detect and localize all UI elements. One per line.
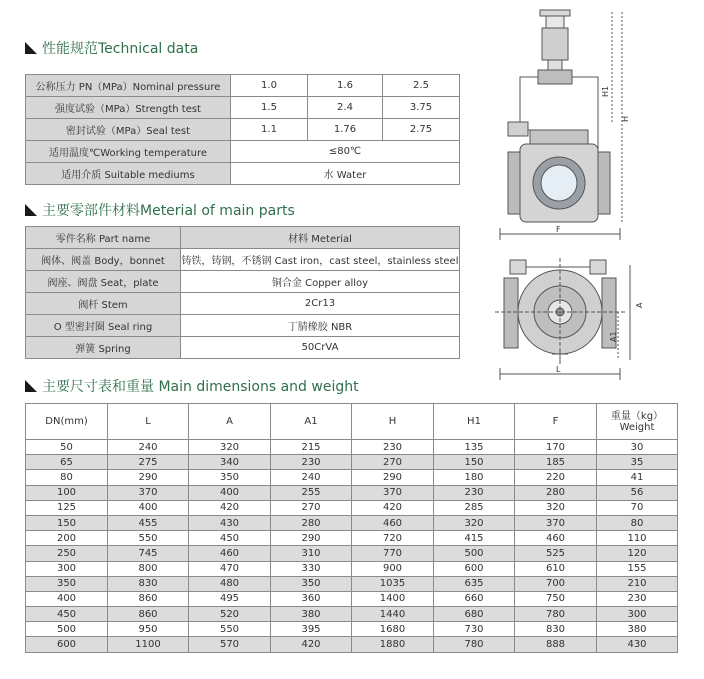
table-row [26,561,678,576]
materials-row [26,337,460,359]
dims-cell: 860 [108,591,189,606]
dims-cell: 41 [597,470,678,485]
dimensions-header-row [26,404,678,440]
dims-cell: 185 [515,455,597,470]
materials-part: 阀体、阀盖 Body，bonnet [26,249,181,271]
materials-header-material: 材料 Meterial [181,227,460,249]
dims-cell: 680 [434,607,515,622]
dims-cell: 290 [108,470,189,485]
materials-row [26,315,460,337]
dim-label-l: L [556,365,561,374]
dims-header-cell: DN(mm) [26,404,108,440]
materials-row [26,293,460,315]
dims-cell: 800 [108,561,189,576]
dims-cell: 745 [108,546,189,561]
dims-cell: 420 [189,500,271,515]
dims-cell: 215 [271,440,352,455]
dims-cell: 860 [108,607,189,622]
dims-cell: 350 [271,576,352,591]
table-row [26,440,678,455]
dim-label-f: F [556,225,561,234]
technical-data-title [25,38,198,58]
table-row [26,515,678,530]
dims-cell: 1440 [352,607,434,622]
dims-cell: 520 [189,607,271,622]
dims-cell: 370 [108,485,189,500]
dims-cell: 210 [597,576,678,591]
dims-cell: 635 [434,576,515,591]
dims-cell: 770 [352,546,434,561]
dims-cell: 220 [515,470,597,485]
dims-cell: 610 [515,561,597,576]
dims-cell: 1400 [352,591,434,606]
dims-cell: 340 [189,455,271,470]
materials-header-row [26,227,460,249]
dims-cell: 395 [271,622,352,637]
materials-part: 阀杆 Stem [26,293,181,315]
dims-cell: 900 [352,561,434,576]
valve-side-view-diagram [490,2,640,242]
materials-row [26,249,460,271]
tech-row-value: 1.1 [231,119,308,141]
technical-data-title-text: 性能规范Technical data [42,41,199,57]
dims-cell: 180 [434,470,515,485]
dims-cell: 300 [597,607,678,622]
tech-row-value: 2.75 [383,119,460,141]
table-row [26,637,678,652]
dims-cell: 310 [271,546,352,561]
dimensions-title-text: 主要尺寸表和重量 Main dimensions and weight [42,379,359,395]
dims-header-cell: A [189,404,271,440]
dims-cell: 470 [189,561,271,576]
materials-material: 铸铁，铸钢，不锈钢 Cast iron，cast steel，stainless steel [181,249,460,271]
dims-cell: 570 [189,637,271,652]
dims-cell: 950 [108,622,189,637]
dims-cell: 150 [434,455,515,470]
left-flange-shape [508,152,520,214]
dims-cell: 830 [515,622,597,637]
dims-cell: 780 [434,637,515,652]
dims-cell: 370 [352,485,434,500]
dims-cell: 730 [434,622,515,637]
dims-cell: 240 [108,440,189,455]
table-row [26,546,678,561]
dims-cell: 525 [515,546,597,561]
dims-cell: 56 [597,485,678,500]
dims-cell: 275 [108,455,189,470]
dims-cell: 35 [597,455,678,470]
dims-cell: 240 [271,470,352,485]
dims-cell: 550 [108,531,189,546]
bonnet-shape [530,130,588,144]
tech-row-value: 1.76 [308,119,383,141]
materials-title [25,200,295,220]
dims-cell: 400 [108,500,189,515]
dims-cell: 500 [434,546,515,561]
dims-cell: 250 [26,546,108,561]
dims-cell: 280 [271,515,352,530]
tech-row-temperature [26,141,460,163]
dims-cell: 455 [108,515,189,530]
dims-cell: 70 [597,500,678,515]
dims-header-cell: H [352,404,434,440]
materials-material: 丁腈橡胶 NBR [181,315,460,337]
dims-cell: 720 [352,531,434,546]
dims-header-cell: F [515,404,597,440]
tech-row-value: 2.5 [383,75,460,97]
dims-cell: 30 [597,440,678,455]
section-marker-icon [25,380,37,392]
dims-header-cell: A1 [271,404,352,440]
tech-medium-label: 适用介质 Suitable mediums [26,163,231,185]
dims-cell: 700 [515,576,597,591]
dims-cell: 460 [189,546,271,561]
tech-temperature-value: ≤80℃ [231,141,460,163]
dimensions-title [25,376,359,396]
materials-material: 铜合金 Copper alloy [181,271,460,293]
dims-cell: 330 [271,561,352,576]
table-row [26,470,678,485]
dims-cell: 280 [515,485,597,500]
dims-cell: 400 [189,485,271,500]
dims-cell: 460 [515,531,597,546]
dims-cell: 450 [189,531,271,546]
dims-cell: 125 [26,500,108,515]
dims-header-cell: H1 [434,404,515,440]
dims-cell: 1035 [352,576,434,591]
dims-cell: 660 [434,591,515,606]
dims-cell: 110 [597,531,678,546]
tech-row-value: 2.4 [308,97,383,119]
tech-row-value: 1.6 [308,75,383,97]
dims-cell: 1680 [352,622,434,637]
materials-part: 弹簧 Spring [26,337,181,359]
dims-cell: 380 [271,607,352,622]
table-row [26,455,678,470]
dims-cell: 750 [515,591,597,606]
dims-cell: 460 [352,515,434,530]
dims-cell: 415 [434,531,515,546]
dims-cell: 370 [515,515,597,530]
dims-cell: 100 [26,485,108,500]
dims-cell: 400 [26,591,108,606]
dims-cell: 300 [26,561,108,576]
tech-temperature-label: 适用温度℃Working temperature [26,141,231,163]
dims-cell: 270 [271,500,352,515]
tech-row [26,97,460,119]
tech-row [26,75,460,97]
dims-cell: 450 [26,607,108,622]
tech-row-value: 1.5 [231,97,308,119]
tech-row-value: 3.75 [383,97,460,119]
dims-cell: 50 [26,440,108,455]
dims-cell: 480 [189,576,271,591]
dims-cell: 1880 [352,637,434,652]
table-row [26,607,678,622]
dims-cell: 780 [515,607,597,622]
dims-cell: 200 [26,531,108,546]
materials-part: O 型密封圈 Seal ring [26,315,181,337]
dims-cell: 830 [108,576,189,591]
dims-header-weight [597,404,678,440]
dim-label-h1: H1 [601,85,610,97]
dims-cell: 888 [515,637,597,652]
materials-header-part: 零件名称 Part name [26,227,181,249]
table-row [26,576,678,591]
right-flange-shape [598,152,610,214]
dims-cell: 270 [352,455,434,470]
dims-cell: 170 [515,440,597,455]
dims-cell: 600 [434,561,515,576]
dims-cell: 65 [26,455,108,470]
dim-label-h: H [621,115,630,122]
tech-row-label: 公称压力 PN（MPa）Nominal pressure [26,75,231,97]
weight-header-cn: 重量（kg） [610,410,664,422]
dims-cell: 500 [26,622,108,637]
dims-cell: 80 [26,470,108,485]
dims-cell: 430 [597,637,678,652]
table-row [26,591,678,606]
dims-cell: 120 [597,546,678,561]
dims-cell: 290 [271,531,352,546]
table-row [26,531,678,546]
section-marker-icon [25,42,37,54]
materials-title-text: 主要零部件材料Meterial of main parts [42,203,295,219]
dims-cell: 550 [189,622,271,637]
dims-cell: 255 [271,485,352,500]
table-row [26,485,678,500]
dims-cell: 420 [352,500,434,515]
table-row [26,500,678,515]
weight-header-en: Weight [619,421,655,433]
dims-cell: 285 [434,500,515,515]
pilot-body-shape [542,28,568,60]
technical-data-table [25,74,460,185]
dims-cell: 290 [352,470,434,485]
materials-part: 阀座、阀盘 Seat，plate [26,271,181,293]
tech-row-value: 1.0 [231,75,308,97]
dims-cell: 380 [597,622,678,637]
pilot-handwheel-shape [540,10,570,16]
dims-cell: 420 [271,637,352,652]
dim-label-a1: A1 [609,331,618,342]
dims-cell: 430 [189,515,271,530]
tech-row [26,119,460,141]
dims-cell: 360 [271,591,352,606]
dims-cell: 230 [597,591,678,606]
materials-row [26,271,460,293]
dims-cell: 230 [271,455,352,470]
dims-cell: 600 [26,637,108,652]
dims-cell: 155 [597,561,678,576]
valve-plan-view-diagram [490,250,660,385]
table-row [26,622,678,637]
dimensions-table [25,403,678,653]
dims-cell: 230 [434,485,515,500]
section-marker-icon [25,204,37,216]
materials-table [25,226,460,359]
dims-cell: 495 [189,591,271,606]
dims-cell: 150 [26,515,108,530]
dims-cell: 350 [189,470,271,485]
dims-cell: 1100 [108,637,189,652]
dim-label-a: A [635,302,644,308]
dims-cell: 80 [597,515,678,530]
materials-material: 2Cr13 [181,293,460,315]
dims-cell: 135 [434,440,515,455]
tech-medium-value: 水 Water [231,163,460,185]
tech-row-label: 强度试验（MPa）Strength test [26,97,231,119]
dims-cell: 320 [515,500,597,515]
plan-left-flange-shape [504,278,518,348]
dims-cell: 320 [434,515,515,530]
materials-material: 50CrVA [181,337,460,359]
dims-cell: 230 [352,440,434,455]
dims-header-cell: L [108,404,189,440]
dims-cell: 350 [26,576,108,591]
tech-row-label: 密封试验（MPa）Seal test [26,119,231,141]
tech-row-medium [26,163,460,185]
dims-cell: 320 [189,440,271,455]
